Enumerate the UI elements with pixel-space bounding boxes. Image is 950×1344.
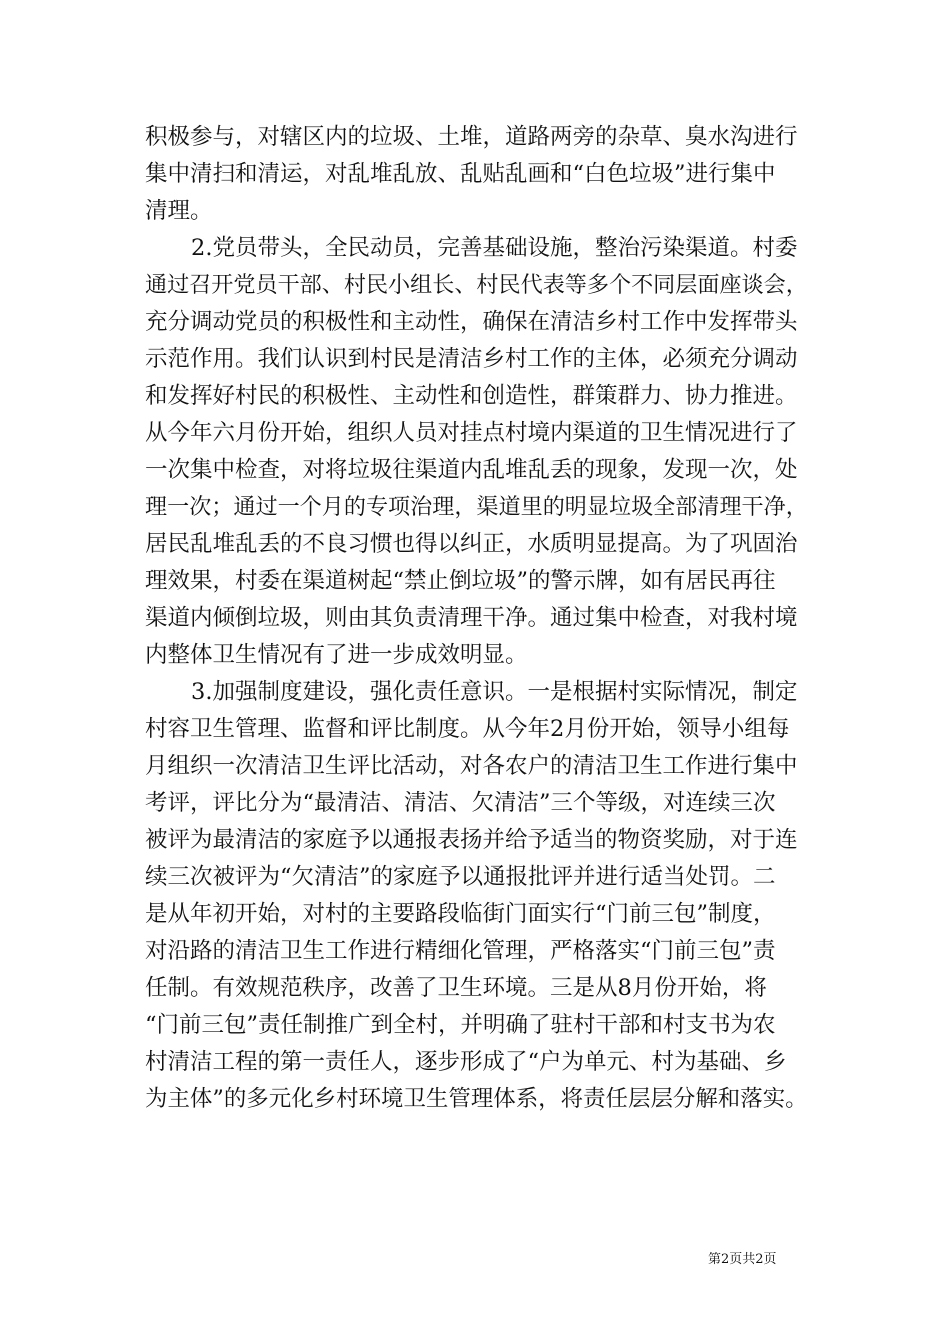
body-text-line: 理一次；通过一个月的专项治理，渠道里的明显垃圾全部清理干净， [145,494,808,520]
body-text-line: 对沿路的清洁卫生工作进行精细化管理，严格落实“门前三包”责 [145,938,776,964]
body-text-line: 理效果，村委在渠道树起“禁止倒垃圾”的警示牌，如有居民再往 [145,568,776,594]
body-text-line: 示范作用。我们认识到村民是清洁乡村工作的主体，必须充分调动 [145,346,798,372]
body-text-line: 2.党员带头，全民动员，完善基础设施，整治污染渠道。村委 [191,235,798,261]
body-text-line: 积极参与，对辖区内的垃圾、土堆，道路两旁的杂草、臭水沟进行 [145,124,798,150]
body-text-line: 集中清扫和清运，对乱堆乱放、乱贴乱画和“白色垃圾”进行集中 [145,161,776,187]
body-text-line: 被评为最清洁的家庭予以通报表扬并给予适当的物资奖励，对于连 [145,827,798,853]
body-text-line: 续三次被评为“欠清洁”的家庭予以通报批评并进行适当处罚。二 [145,864,776,890]
body-text-line: 充分调动党员的积极性和主动性，确保在清洁乡村工作中发挥带头 [145,309,798,335]
body-text-line: “门前三包”责任制推广到全村，并明确了驻村干部和村支书为农 [145,1012,776,1038]
body-text-line: 为主体”的多元化乡村环境卫生管理体系，将责任层层分解和落实。 [145,1086,808,1112]
body-text-line: 居民乱堆乱丢的不良习惯也得以纠正，水质明显提高。为了巩固治 [145,531,798,557]
body-text-line: 村清洁工程的第一责任人，逐步形成了“户为单元、村为基础、乡 [145,1049,787,1075]
body-text-line: 3.加强制度建设，强化责任意识。一是根据村实际情况，制定 [191,679,798,705]
body-text-line: 通过召开党员干部、村民小组长、村民代表等多个不同层面座谈会， [145,272,808,298]
body-text-line: 一次集中检查，对将垃圾往渠道内乱堆乱丢的现象，发现一次，处 [145,457,798,483]
body-text-line: 考评，评比分为“最清洁、清洁、欠清洁”三个等级，对连续三次 [145,790,776,816]
body-text-line: 清理。 [145,198,213,224]
body-text-line: 是从年初开始，对村的主要路段临街门面实行“门前三包”制度， [145,901,776,927]
body-text-line: 从今年六月份开始，组织人员对挂点村境内渠道的卫生情况进行了 [145,420,798,446]
body-text-line: 村容卫生管理、监督和评比制度。从今年2月份开始，领导小组每 [145,716,790,742]
body-text-line: 任制。有效规范秩序，改善了卫生环境。三是从8月份开始，将 [145,975,767,1001]
body-text-line: 和发挥好村民的积极性、主动性和创造性，群策群力、协力推进。 [145,383,798,409]
body-text-line: 月组织一次清洁卫生评比活动，对各农户的清洁卫生工作进行集中 [145,753,798,779]
body-text-line: 内整体卫生情况有了进一步成效明显。 [145,642,528,668]
page-number-footer: 第2页共2页 [708,1252,777,1267]
body-text-line: 渠道内倾倒垃圾，则由其负责清理干净。通过集中检查，对我村境 [145,605,798,631]
